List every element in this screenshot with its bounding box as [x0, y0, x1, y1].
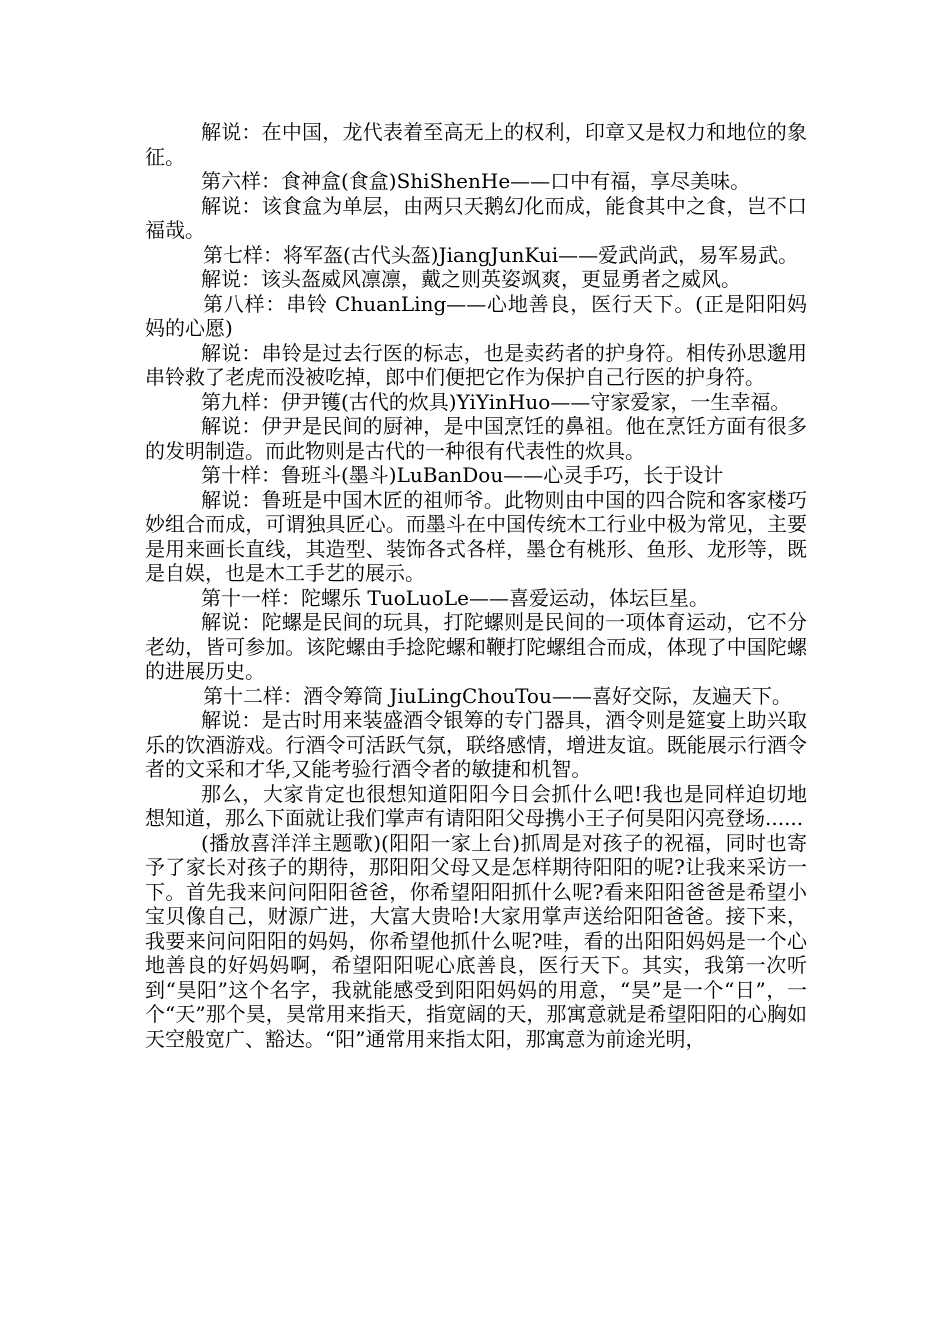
- paragraph-explanation-ink-marker: 解说：鲁班是中国木匠的祖师爷。此物则由中国的四合院和客家楼巧妙组合而成，可谓独具匠心。而墨斗在中国传统木工行业中极为常见，主要是用来画长直线，其造型、装饰各式各样，墨仓有桃形、鱼形、龙形等，既是自娱，也是木工手艺的展示。: [145, 487, 807, 585]
- paragraph-item-8: 第八样：串铃 ChuanLing——心地善良，医行天下。(正是阳阳妈妈的心愿): [145, 291, 807, 340]
- paragraph-interview: (播放喜洋洋主题歌)(阳阳一家上台)抓周是对孩子的祝福，同时也寄予了家长对孩子的期待，那阳阳父母又是怎样期待阳阳的呢?让我来采访一下。首先我来问问阳阳爸爸，你希望阳阳抓什么呢?看来阳阳爸爸是希望小宝贝像自己，财源广进，大富大贵哈!大家用掌声送给阳阳爸爸。接下来，我要来问问阳阳的妈妈，你希望他抓什么呢?哇，看的出阳阳妈妈是一个心地善良的好妈妈啊，希望阳阳呢心底善良，医行天下。其实，我第一次听到“昊阳”这个名字，我就能感受到阳阳妈妈的用意，“昊”是一个“日”，一个“天”那个昊，昊常用来指天，指宽阔的天，那寓意就是希望阳阳的心胸如天空般宽广、豁达。“阳”通常用来指太阳，那寓意为前途光明，: [145, 830, 807, 1051]
- paragraph-explanation-food-box: 解说：该食盒为单层，由两只天鹅幻化而成，能食其中之食，岂不口福哉。: [145, 193, 807, 242]
- paragraph-item-11: 第十一样：陀螺乐 TuoLuoLe——喜爱运动，体坛巨星。: [201, 585, 709, 610]
- document-page: [145, 120, 807, 1051]
- paragraph-item-6: 第六样：食神盒(食盒)ShiShenHe——口中有福，享尽美味。: [201, 169, 751, 193]
- paragraph-item-10: 第十样：鲁班斗(墨斗)LuBanDou——心灵手巧，长于设计: [201, 463, 724, 487]
- paragraph-explanation-bell: 解说：串铃是过去行医的标志，也是卖药者的护身符。相传孙思邈用串铃救了老虎而没被吃掉，郎中们便把它作为保护自己行医的护身符。: [145, 340, 807, 389]
- paragraph-explanation-cooker: 解说：伊尹是民间的厨神，是中国烹饪的鼻祖。他在烹饪方面有很多的发明制造。而此物则是古代的一种很有代表性的炊具。: [145, 414, 807, 463]
- paragraph-explanation-helmet: 解说：该头盔威风凛凛，戴之则英姿飒爽，更显勇者之威风。: [201, 267, 741, 291]
- paragraph-explanation-wine-tube: 解说：是古时用来装盛酒令银筹的专门器具，酒令则是筵宴上助兴取乐的饮酒游戏。行酒令可活跃气氛，联络感情，增进友谊。既能展示行酒令者的文采和才华,又能考验行酒令者的敏捷和机智。: [145, 708, 807, 781]
- paragraph-item-9: 第九样：伊尹镬(古代的炊具)YiYinHuo——守家爱家，一生幸福。: [201, 389, 791, 414]
- paragraph-item-12: 第十二样：酒令筹筒 JiuLingChouTou——喜好交际，友遍天下。: [203, 683, 792, 708]
- paragraph-item-7: 第七样：将军盔(古代头盔)JiangJunKui——爱武尚武，易军易武。: [203, 242, 799, 267]
- paragraph-explanation-top: 解说：陀螺是民间的玩具，打陀螺则是民间的一项体育运动，它不分老幼，皆可参加。该陀螺由手捻陀螺和鞭打陀螺组合而成，体现了中国陀螺的进展历史。: [145, 610, 807, 683]
- paragraph-explanation-seal: 解说：在中国，龙代表着至高无上的权利，印章又是权力和地位的象征。: [145, 120, 807, 169]
- paragraph-invitation: 那么，大家肯定也很想知道阳阳今日会抓什么吧!我也是同样迫切地想知道，那么下面就让我们掌声有请阳阳父母携小王子何昊阳闪亮登场......: [145, 781, 807, 830]
